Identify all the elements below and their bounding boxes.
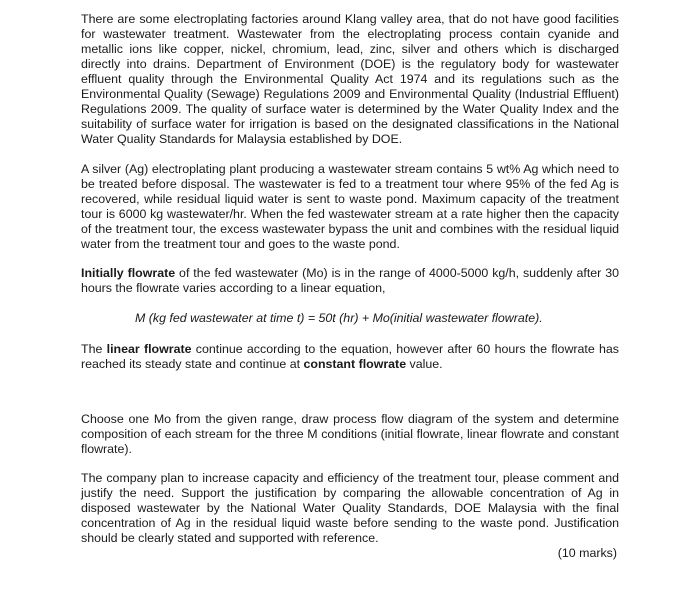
paragraph-linear-flowrate: [81, 342, 619, 372]
initial-flowrate-text: of the fed wastewater (Mo) is in the range of 4000-5000 kg/h, suddenly after 30 hours the flowrate varies according to a linear equation,: [81, 266, 620, 295]
bold-linear-flowrate: linear flowrate: [106, 342, 192, 356]
bold-initially-flowrate: Initially flowrate: [81, 266, 176, 280]
linear-flowrate-text-b: continue according to the equation, however after 60 hours the flowrate has reached its steady state and continue at: [81, 342, 620, 371]
paragraph-task-pfd: Choose one Mo from the given range, draw process flow diagram of the system and determine composition of each stream for the three M conditions (initial flowrate, linear flowrate and constant flowrate).: [81, 412, 619, 456]
bold-constant-flowrate: constant flowrate: [303, 357, 407, 371]
paragraph-background: There are some electroplating factories around Klang valley area, that do not have good facilities for wastewater treatment. Wastewater from the electroplating process contain cyanide and metallic ions like copper, nickel, chromium, lead, zinc, silver and others which is discharged directly into drains. Department of Environment (DOE) is the regulatory body for wastewater effluent quality through the Environmental Quality Act 1974 and its regulations such as the Environmental Quality (Sewage) Regulations 2009 and Environmental Quality (Industrial Effluent) Regulations 2009. The quality of surface water is determined by the Water Quality Index and the suitability of surface water for irrigation is based on the designated classifications in the National Water Quality Standards for Malaysia established by DOE.: [81, 12, 619, 146]
flowrate-equation: M (kg fed wastewater at time t) = 50t (hr) + Mo(initial wastewater flowrate).: [135, 311, 543, 325]
linear-flowrate-text-c: value.: [406, 357, 443, 371]
linear-flowrate-text-a: The: [81, 342, 107, 356]
marks-label: (10 marks): [557, 546, 617, 560]
paragraph-task-justification: The company plan to increase capacity and efficiency of the treatment tour, please comment and justify the need. Support the justification by comparing the allowable concentration of Ag in disposed wastewater by the National Water Quality Standards, DOE Malaysia with the final concentration of Ag in the residual liquid waste before sending to the waste pond. Justification should be clearly stated and supported with reference.: [81, 471, 619, 545]
paragraph-plant-description: A silver (Ag) electroplating plant producing a wastewater stream contains 5 wt% Ag which need to be treated before disposal. The wastewater is fed to a treatment tour where 95% of the fed Ag is recovered, while residual liquid water is sent to waste pond. Maximum capacity of the treatment tour is 6000 kg wastewater/hr. When the fed wastewater stream at a rate higher then the capacity of the treatment tour, the excess wastewater bypass the unit and combines with the residual liquid water from the treatment tour and goes to the waste pond.: [81, 162, 619, 251]
document-page: [81, 12, 619, 561]
paragraph-initial-flowrate: [81, 266, 619, 296]
